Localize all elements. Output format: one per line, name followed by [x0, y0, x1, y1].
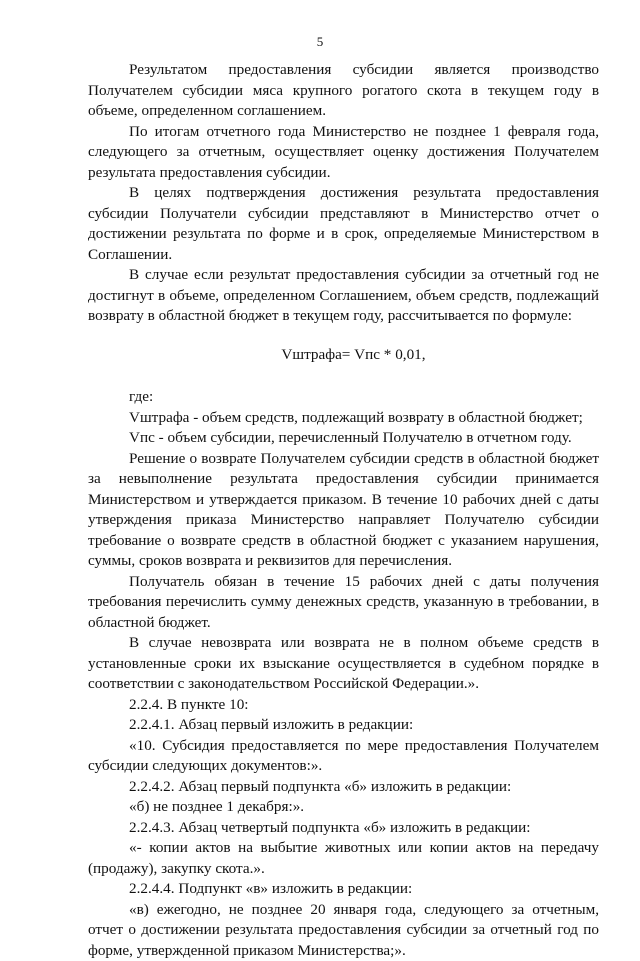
paragraph-formula-intro: В случае если результат предоставления субсидии за отчетный год не достигнут в объеме, определенном Соглашением, объем средств, подлежащий возврату в областной бюджет в текущем году, рассчитывается по формуле: — [88, 265, 599, 327]
definition-vps: Vпс - объем субсидии, перечисленный Получателю в отчетном году. — [88, 428, 599, 449]
clause-2-2-4-4: 2.2.4.4. Подпункт «в» изложить в редакции: — [88, 879, 599, 900]
clause-2-2-4-1: 2.2.4.1. Абзац первый изложить в редакции: — [88, 715, 599, 736]
document-body — [88, 60, 599, 961]
clause-2-2-4-3-text: «- копии актов на выбытие животных или копии актов на передачу (продажу), закупку скота.». — [88, 838, 599, 879]
where-label: где: — [88, 387, 599, 408]
clause-2-2-4: 2.2.4. В пункте 10: — [88, 695, 599, 716]
paragraph-refund-decision: Решение о возврате Получателем субсидии средств в областной бюджет за невыполнение результата предоставления субсидии принимается Министерством и утверждается приказом. В течение 10 рабочих дней с даты утверждения приказа Министерство направляет Получателю субсидии требование о возврате средств в областной бюджет с указанием нарушения, суммы, сроков возврата и реквизитов для перечисления. — [88, 449, 599, 572]
paragraph-result: Результатом предоставления субсидии является производство Получателем субсидии мяса крупного рогатого скота в текущем году в объеме, определенном соглашением. — [88, 60, 599, 122]
clause-2-2-4-4-text: «в) ежегодно, не позднее 20 января года, следующего за отчетным, отчет о достижении результата предоставления субсидии за отчетный год по форме, утвержденной приказом Министерства;». — [88, 900, 599, 961]
page-number: 5 — [0, 34, 640, 50]
paragraph-assessment: По итогам отчетного года Министерство не позднее 1 февраля года, следующего за отчетным, осуществляет оценку достижения Получателем результата предоставления субсидии. — [88, 122, 599, 184]
clause-2-2-4-3: 2.2.4.3. Абзац четвертый подпункта «б» изложить в редакции: — [88, 818, 599, 839]
clause-2-2-4-2-text: «б) не позднее 1 декабря:». — [88, 797, 599, 818]
paragraph-refund-deadline: Получатель обязан в течение 15 рабочих дней с даты получения требования перечислить сумму денежных средств, указанную в требовании, в областной бюджет. — [88, 572, 599, 634]
paragraph-report: В целях подтверждения достижения результата предоставления субсидии Получатели субсидии представляют в Министерство отчет о достижении результата по форме и в срок, определяемые Министерством в Соглашении. — [88, 183, 599, 265]
clause-2-2-4-1-text: «10. Субсидия предоставляется по мере предоставления Получателем субсидии следующих документов:». — [88, 736, 599, 777]
formula: Vштрафа= Vпс * 0,01, — [88, 345, 599, 366]
clause-2-2-4-2: 2.2.4.2. Абзац первый подпункта «б» изложить в редакции: — [88, 777, 599, 798]
paragraph-court-recovery: В случае невозврата или возврата не в полном объеме средств в установленные сроки их взыскание осуществляется в судебном порядке в соответствии с законодательством Российской Федерации.». — [88, 633, 599, 695]
definition-vfine: Vштрафа - объем средств, подлежащий возврату в областной бюджет; — [88, 408, 599, 429]
